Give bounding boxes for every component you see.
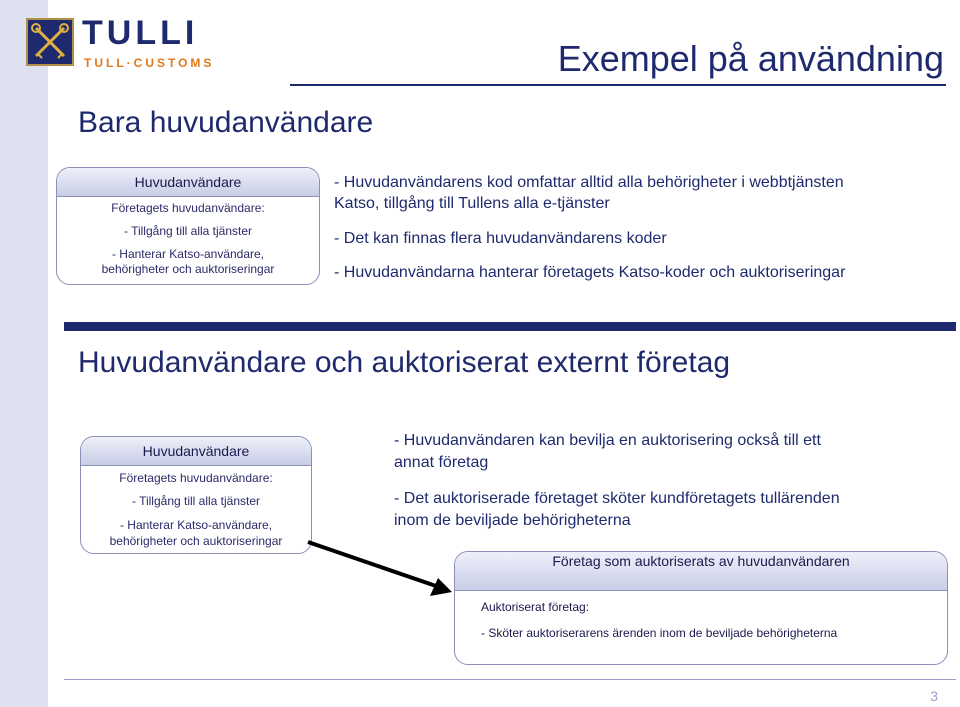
section1-user-box — [56, 167, 320, 285]
company-box-line: - Sköter auktoriserarens ärenden inom de beviljade behörigheterna — [481, 626, 838, 640]
user-box-title: Huvudanvändare — [134, 174, 242, 190]
section2-title: Huvudanvändare och auktoriserat externt företag — [78, 346, 731, 379]
section2-bullet: annat företag — [394, 454, 489, 471]
user-box-line: - Tillgång till alla tjänster — [123, 224, 253, 238]
logo-name: TULLI — [82, 14, 199, 52]
company-box-title: Företag som auktoriserats av huvudanvändaren — [552, 553, 850, 569]
user-box-line: Företagets huvudanvändare: — [119, 471, 273, 485]
user-box-line: behörigheter och auktoriseringar — [109, 534, 283, 548]
footer-divider — [64, 679, 956, 680]
user-box-line: - Hanterar Katso-användare, — [111, 247, 265, 261]
section1-bullet: - Huvudanvändarna hanterar företagets Katso-koder och auktoriseringar — [334, 264, 846, 281]
logo-subtitle: TULL·CUSTOMS — [84, 56, 215, 70]
section-divider — [64, 322, 956, 331]
tulli-logo — [26, 14, 276, 74]
section2-bullet: inom de beviljade behörigheterna — [394, 512, 631, 529]
section1-title: Bara huvudanvändare — [78, 106, 374, 139]
left-accent-bar — [0, 0, 48, 707]
section2-user-box — [80, 436, 312, 554]
company-box-line: Auktoriserat företag: — [481, 600, 590, 614]
section1-bullet: - Det kan finnas flera huvudanvändarens koder — [334, 230, 667, 247]
page-number: 3 — [930, 688, 938, 704]
crossed-keys-icon — [26, 18, 74, 66]
authorized-company-box — [454, 551, 948, 665]
user-box-line: - Tillgång till alla tjänster — [131, 494, 261, 508]
slide-title: Exempel på användning — [557, 38, 944, 79]
user-box-line: behörigheter och auktoriseringar — [101, 262, 275, 276]
section2-bullet: - Huvudanvändaren kan bevilja en auktorisering också till ett — [394, 432, 821, 449]
section2-bullet: - Det auktoriserade företaget sköter kundföretagets tullärenden — [394, 490, 840, 507]
user-box-line: Företagets huvudanvändare: — [111, 201, 265, 215]
section1-bullet: - Huvudanvändarens kod omfattar alltid alla behörigheter i webbtjänsten — [334, 174, 844, 191]
section1-bullet: Katso, tillgång till Tullens alla e-tjänster — [334, 195, 610, 212]
user-box-line: - Hanterar Katso-användare, — [119, 518, 273, 532]
user-box-title: Huvudanvändare — [142, 443, 250, 459]
title-divider — [290, 84, 946, 86]
